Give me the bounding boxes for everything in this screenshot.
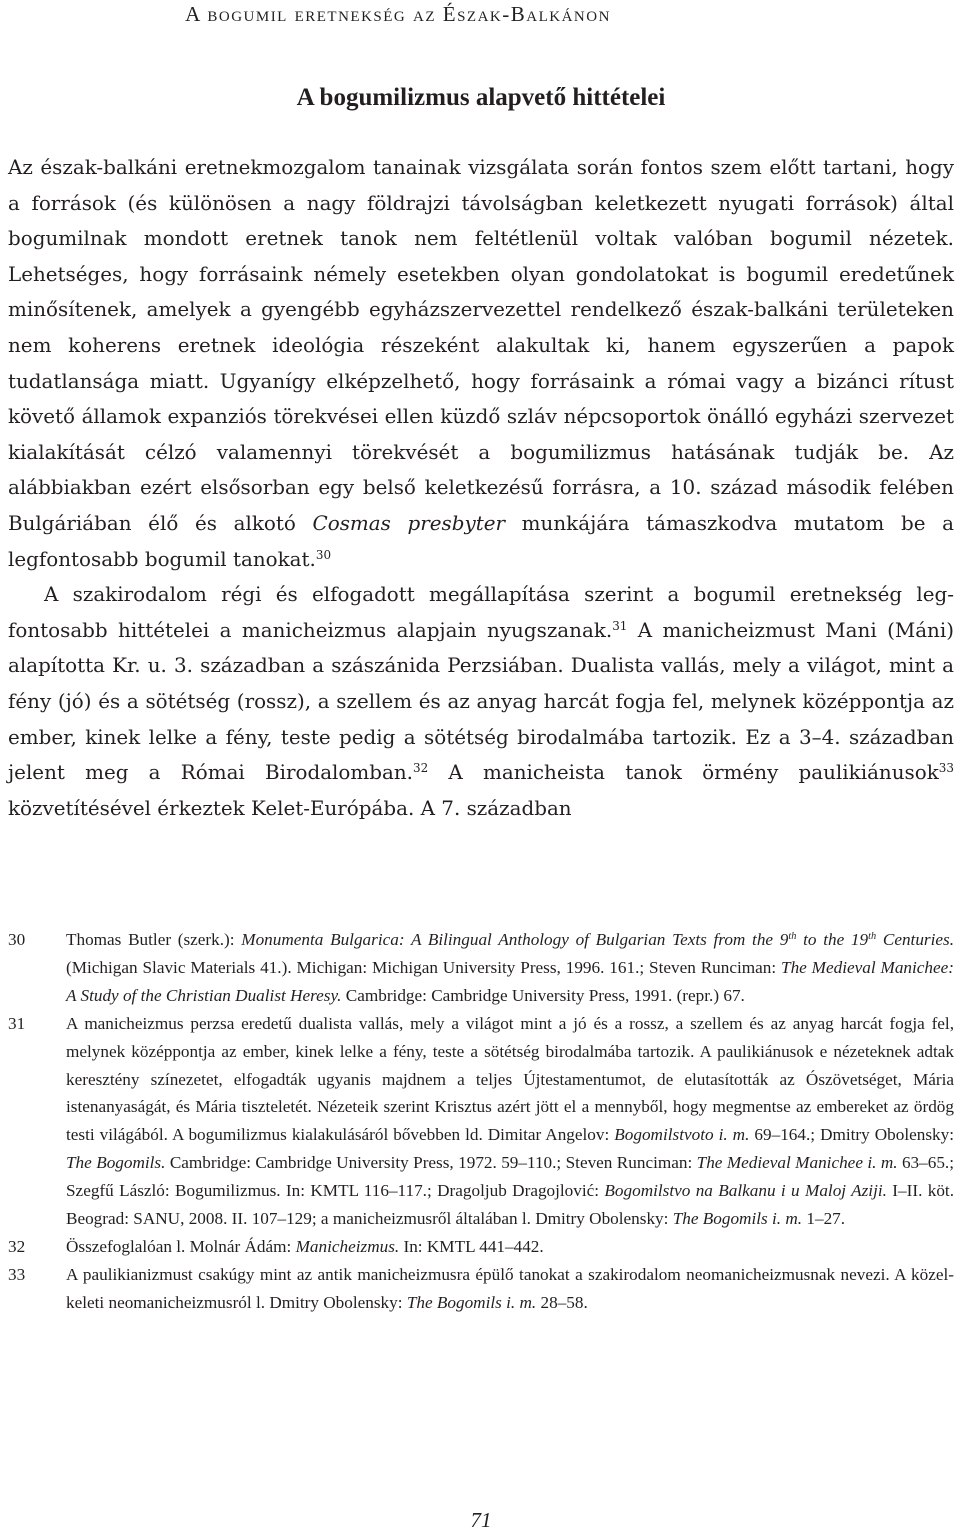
- footnote: [8, 1261, 954, 1317]
- section-title: A bogumilizmus alapvető hittételei: [296, 84, 666, 111]
- text-run: A manicheizmust Mani (Máni) alapította Kr. u. 3. században a szászánida Perzsiában. Dualista vallás, mely a világot, mint a fény (jó) és a sötétség (rossz), a szellem és az anyag harcát fogja fel, melynek középpontja az ember, kinek lelke a fény, teste pedig a sötétség birodalmába tartozik. Ez a 3–4. században jelent meg a Római Birodalomban.: [8, 618, 954, 785]
- footnote-number: 33: [8, 1264, 26, 1284]
- footnote-ref: 30: [315, 547, 332, 562]
- footnotes: [8, 926, 954, 1317]
- italic-text: Centuries.: [876, 930, 954, 949]
- text-run: közvetítésével érkeztek Kelet-Európába. A 7. században: [8, 796, 572, 820]
- italic-text: Cosmas presbyter: [312, 511, 505, 535]
- text-run: 28–58.: [536, 1292, 588, 1312]
- footnote-text: [66, 1237, 544, 1256]
- footnote-ref: th: [788, 930, 797, 942]
- italic-text: to the 19: [796, 930, 869, 949]
- running-head: A bogumil eretnekség az Észak-Balkánon: [185, 2, 611, 26]
- footnote-ref: th: [868, 930, 877, 942]
- footnote-number: 32: [8, 1236, 26, 1256]
- italic-text: The Bogomils i. m.: [406, 1292, 537, 1312]
- text-run: In: KMTL 441–442.: [399, 1236, 544, 1256]
- footnote: [8, 926, 954, 1010]
- text-run: Az észak-balkáni eretnekmozgalom tanainak vizsgálata során fontos szem előtt tartani, hogy a források (és különösen a nagy földrajzi távolságban keletkezett nyugati források) által bogumilnak mondott eretnek tanok nem feltétlenül voltak valóban bogumil nézetek. Lehetséges, hogy forrásaink némely esetekben olyan gondolatokat is bogumil eredetűnek minősítenek, amelyek a gyengébb egyházszervezettel rendelkező észak-balkáni területeken nem koherens eretnek ideológia részeként alakultak ki, hanem egyszerűen a papok tudatlansága miatt. Ugyanígy elképzelhető, hogy forrásaink a római vagy a bizánci rítust követő államok expanziós törekvései ellen küzdő szláv népcsoportok önálló egyházi szervezet kialakítását célzó valamennyi törekvését a bogumilizmus hatásának tudják be. Az alábbiakban ezért elsősorban egy belső keletkezésű forrásra, a 10. század második felében Bulgáriában élő és alkotó: [8, 156, 954, 535]
- footnote-text: [66, 1265, 954, 1312]
- text-run: 63–65.; Szegfű László: Bogumilizmus. In: KMTL 116–117.; Dragoljub Dragojlović:: [66, 1153, 954, 1201]
- text-run: 69–164.; Dmitry Obolensky:: [749, 1125, 954, 1145]
- text-run: I–II. köt. Beograd: SANU, 2008. II. 107–129; a manicheizmusről általában l. Dmitry Obolensky:: [66, 1181, 954, 1229]
- body-paragraph: [8, 150, 954, 577]
- text-run: Thomas Butler (szerk.):: [66, 930, 242, 949]
- italic-text: Manicheizmus.: [295, 1236, 400, 1256]
- italic-text: The Bogomils i. m.: [672, 1209, 803, 1229]
- text-run: Cambridge: Cambridge University Press, 1972. 59–110.; Steven Runciman:: [165, 1153, 697, 1173]
- footnote-ref: 32: [412, 760, 429, 775]
- body-paragraph: [8, 577, 954, 826]
- text-run: A szakirodalom régi és elfogadott megállapítása szerint a bogumil eretnekség legfontosabb hittételei a manicheizmus alapjain nyugszanak.: [8, 583, 954, 642]
- book-page: [8, 0, 954, 1534]
- text-run: Cambridge: Cambridge University Press, 1991. (repr.) 67.: [341, 985, 745, 1005]
- text-run: 1–27.: [802, 1209, 846, 1229]
- text-run: (Michigan Slavic Materials 41.). Michigan: Michigan University Press, 1996. 161.; Steven Runciman:: [66, 957, 782, 977]
- italic-text: The Medieval Manichee: A Study of the Christian Dualist Heresy.: [66, 957, 954, 1005]
- page-number: 71: [470, 1508, 492, 1532]
- footnote-text: [66, 930, 954, 1005]
- text-run: A paulikianizmust csakúgy mint az antik manicheizmusra épülő tanokat a szakirodalom neomanicheizmusnak nevezi. A közel-keleti neomanicheizmusról l. Dmitry Obolensky:: [66, 1264, 954, 1312]
- footnote-ref: 33: [938, 760, 954, 775]
- footnote-ref: 31: [612, 618, 628, 633]
- italic-text: Monumenta Bulgarica: A Bilingual Anthology of Bulgarian Texts from the 9: [241, 930, 789, 949]
- text-run: munkájára támaszkodva mutatom be a legfontosabb bogumil tanokat.: [8, 511, 954, 571]
- footnote-number: 30: [8, 930, 26, 949]
- italic-text: The Medieval Manichee i. m.: [696, 1153, 898, 1173]
- footnote: [8, 1010, 954, 1233]
- footnote: [8, 1233, 954, 1261]
- footnote-text: [66, 1014, 954, 1228]
- italic-text: The Bogomils.: [66, 1153, 166, 1173]
- italic-text: Bogomilstvo na Balkanu i u Maloj Aziji.: [604, 1181, 887, 1201]
- footnote-number: 31: [8, 1013, 26, 1033]
- italic-text: Bogomilstvoto i. m.: [614, 1125, 750, 1145]
- text-run: A manicheista tanok örmény paulikiánusok: [428, 761, 939, 785]
- text-run: Összefoglalóan l. Molnár Ádám:: [66, 1236, 296, 1256]
- body-text: [8, 150, 954, 826]
- text-run: A manicheizmus perzsa eredetű dualista vallás, mely a világot mint a jó és a rossz, a szellem és az anyag harcát fogja fel, melynek középpontja az ember, kinek lelke a fény, teste a sötétség birodalmába tartozik. A paulikiánusok e nézeteknek adtak keresztény színezetet, elfogadták ugyanis majdnem a teljes Újtestamentumot, de elutasították az Ószövetséget, Mária istenanyaságát, és Mária tiszteletét. Nézeteik szerint Krisztus azért jött el a mennyből, hogy megmentse az embereket az ördög testi világából. A bogumilizmus kialakulásáról bővebben ld. Dimitar Angelov:: [66, 1013, 954, 1145]
